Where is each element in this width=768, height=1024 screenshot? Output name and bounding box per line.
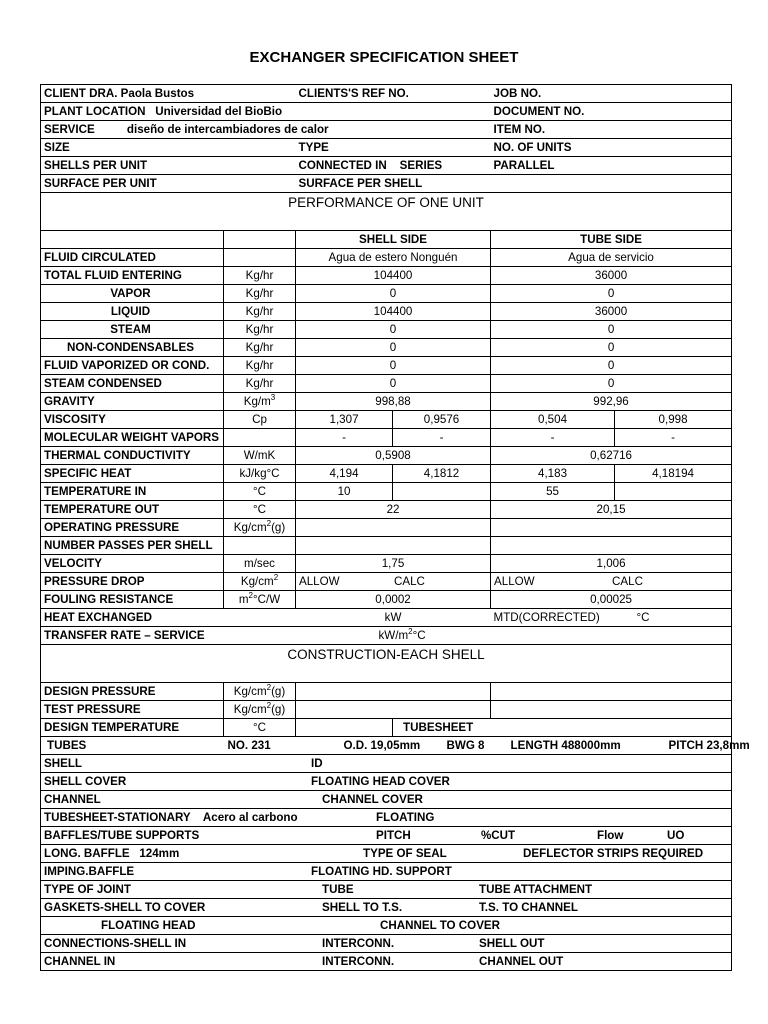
design-temperature-row — [41, 719, 732, 737]
viscosity-row — [41, 411, 732, 429]
row-label: FOULING RESISTANCE — [41, 591, 224, 609]
construction-row — [41, 899, 732, 917]
unit-cell: Kg/hr — [224, 339, 296, 357]
construction-cell — [41, 935, 732, 953]
construction-cell — [41, 809, 732, 827]
field-b: TYPE OF SEAL — [363, 847, 447, 860]
tube-out-value: 0,998 — [615, 411, 732, 429]
row-label: VELOCITY — [41, 555, 224, 573]
thermal-conductivity-row — [41, 447, 732, 465]
tube-value: Agua de servicio — [491, 249, 732, 267]
parallel-cell: PARALLEL — [491, 157, 732, 175]
row-label: TUBES — [41, 737, 224, 755]
row-label: NUMBER PASSES PER SHELL — [41, 537, 224, 555]
header-row — [41, 85, 732, 103]
field-b: SHELL TO T.S. — [322, 901, 403, 914]
molecular-weight-row — [41, 429, 732, 447]
shell-value: 104400 — [296, 267, 491, 285]
unit-cell: Kg/hr — [224, 267, 296, 285]
row-label: DESIGN PRESSURE — [41, 683, 224, 701]
construction-section-title: CONSTRUCTION-EACH SHELL — [41, 645, 732, 683]
row-label: GRAVITY — [41, 393, 224, 411]
construction-row — [41, 953, 732, 971]
construction-cell — [41, 827, 732, 845]
field-a: TUBESHEET-STATIONARY Acero al carbono — [44, 811, 298, 824]
construction-row — [41, 773, 732, 791]
shell-value: 0 — [296, 357, 491, 375]
field-c: SHELL OUT — [479, 937, 545, 950]
row-label: SPECIFIC HEAT — [41, 465, 224, 483]
tube-allow-calc: ALLOW CALC — [491, 573, 732, 591]
design-pressure-row — [41, 683, 732, 701]
unit-cell: $Kg/cm^2(g)$ — [224, 519, 296, 537]
unit-cell: kJ/kg°C — [224, 465, 296, 483]
unit-cell: $Kg/cm^2(g)$ — [224, 683, 296, 701]
surface-per-unit-cell: SURFACE PER UNIT — [41, 175, 296, 193]
construction-cell — [41, 845, 732, 863]
construction-cell — [41, 863, 732, 881]
spec-sheet-table — [40, 84, 750, 971]
shell-out-value: 0,9576 — [393, 411, 491, 429]
size-cell: SIZE — [41, 139, 296, 157]
field-b: INTERCONN. — [322, 937, 395, 950]
shell-value: 0,0002 — [296, 591, 491, 609]
tube-value: 0,62716 — [491, 447, 732, 465]
header-row — [41, 175, 732, 193]
section-row — [41, 645, 732, 683]
field-a: CHANNEL — [44, 793, 101, 806]
construction-row — [41, 935, 732, 953]
row-label: FLUID CIRCULATED — [41, 249, 224, 267]
field-b: PITCH — [376, 829, 411, 842]
field-a: CONNECTIONS-SHELL IN — [44, 937, 187, 950]
construction-row — [41, 791, 732, 809]
construction-row — [41, 809, 732, 827]
tube-in-value: 0,504 — [491, 411, 615, 429]
tube-value: 992,96 — [491, 393, 732, 411]
shell-in-value: 1,307 — [296, 411, 393, 429]
shell-value: 998,88 — [296, 393, 491, 411]
performance-row — [41, 267, 732, 285]
tube-value: 0 — [491, 339, 732, 357]
shell-side-header: SHELL SIDE — [296, 231, 491, 249]
unit-cell: °C — [224, 501, 296, 519]
unit-cell: kW — [296, 609, 491, 627]
row-label: TEMPERATURE OUT — [41, 501, 224, 519]
row-label: LIQUID — [41, 303, 224, 321]
field-b: CHANNEL COVER — [322, 793, 423, 806]
document-no-cell: DOCUMENT NO. — [491, 103, 732, 121]
shell-value: 10 — [296, 483, 393, 501]
tube-side-header: TUBE SIDE — [491, 231, 732, 249]
transfer-rate-row — [41, 627, 732, 645]
unit-cell: $Kg/cm^2(g)$ — [224, 701, 296, 719]
gravity-row — [41, 393, 732, 411]
service-cell: SERVICE diseño de intercambiadores de calor — [41, 121, 491, 139]
field-b: CHANNEL TO COVER — [380, 919, 501, 932]
construction-row — [41, 827, 732, 845]
row-label: PRESSURE DROP — [41, 573, 224, 591]
tube-value: 0 — [491, 285, 732, 303]
heat-exchanged-row — [41, 609, 732, 627]
operating-pressure-row — [41, 519, 732, 537]
construction-cell — [41, 953, 732, 971]
mtd-cell: MTD(CORRECTED) °C — [491, 609, 732, 627]
unit-cell: °C — [224, 719, 296, 737]
unit-cell: Kg/hr — [224, 285, 296, 303]
unit-cell: $Kg/cm^2$ — [224, 573, 296, 591]
field-a: IMPING.BAFFLE — [44, 865, 135, 878]
header-row — [41, 121, 732, 139]
construction-cell — [41, 899, 732, 917]
shells-per-unit-cell: SHELLS PER UNIT — [41, 157, 296, 175]
job-no-cell: JOB NO. — [491, 85, 732, 103]
row-label: TRANSFER RATE – SERVICE — [41, 627, 296, 645]
row-label: NON-CONDENSABLES — [41, 339, 224, 357]
tube-value: 36000 — [491, 267, 732, 285]
construction-cell — [41, 881, 732, 899]
construction-cell — [41, 917, 732, 935]
tube-value: 0 — [491, 321, 732, 339]
construction-row — [41, 845, 732, 863]
shell-value: 1,75 — [296, 555, 491, 573]
fouling-resistance-row — [41, 591, 732, 609]
field-c: TUBE ATTACHMENT — [479, 883, 593, 896]
surface-per-shell-cell: SURFACE PER SHELL — [296, 175, 732, 193]
connected-in-cell: CONNECTED IN SERIES — [296, 157, 491, 175]
field-a: LONG. BAFFLE 124mm — [44, 847, 180, 860]
row-label: HEAT EXCHANGED — [41, 609, 296, 627]
header-row — [41, 103, 732, 121]
item-no-cell: ITEM NO. — [491, 121, 732, 139]
tube-value: 55 — [491, 483, 615, 501]
test-pressure-row — [41, 701, 732, 719]
temperature-in-row — [41, 483, 732, 501]
field-c: T.S. TO CHANNEL — [479, 901, 578, 914]
side-header-row — [41, 231, 732, 249]
unit-cell: °C — [224, 483, 296, 501]
field-c: CHANNEL OUT — [479, 955, 564, 968]
row-label: STEAM — [41, 321, 224, 339]
tube-in-value: - — [491, 429, 615, 447]
field-b: FLOATING — [376, 811, 435, 824]
row-label: VAPOR — [41, 285, 224, 303]
field-e: UO — [667, 829, 685, 842]
section-row — [41, 193, 732, 231]
unit-cell: $m^2^\circ C/W$ — [224, 591, 296, 609]
construction-cell — [41, 791, 732, 809]
plant-location-cell: PLANT LOCATION Universidad del BioBio — [41, 103, 491, 121]
shell-in-value: 4,194 — [296, 465, 393, 483]
row-label: DESIGN TEMPERATURE — [41, 719, 224, 737]
field-a: SHELL COVER — [44, 775, 127, 788]
construction-row — [41, 755, 732, 773]
construction-row — [41, 881, 732, 899]
performance-row — [41, 285, 732, 303]
unit-cell: m/sec — [224, 555, 296, 573]
tube-in-value: 4,183 — [491, 465, 615, 483]
shell-out-value: 4,1812 — [393, 465, 491, 483]
pressure-drop-row — [41, 573, 732, 591]
type-cell: TYPE — [296, 139, 491, 157]
construction-cell — [41, 755, 732, 773]
field-a: SHELL — [44, 757, 83, 770]
row-label: MOLECULAR WEIGHT VAPORS — [41, 429, 224, 447]
tube-value: 20,15 — [491, 501, 732, 519]
shell-value: 0 — [296, 339, 491, 357]
header-row — [41, 139, 732, 157]
field-b: ID — [311, 757, 323, 770]
performance-row — [41, 321, 732, 339]
unit-cell: $kW/m^2^\circ C$ — [296, 627, 732, 645]
client-cell: CLIENT DRA. Paola Bustos — [41, 85, 393, 103]
field-b: FLOATING HD. SUPPORT — [311, 865, 452, 878]
performance-row — [41, 357, 732, 375]
client-ref-cell: CLIENTS'S REF NO. — [299, 85, 397, 103]
field-d: Flow — [597, 829, 624, 842]
unit-cell: Kg/hr — [224, 357, 296, 375]
field-c: %CUT — [481, 829, 516, 842]
performance-section-title: PERFORMANCE OF ONE UNIT — [41, 193, 732, 231]
field-b: INTERCONN. — [322, 955, 395, 968]
shell-value: 0 — [296, 285, 491, 303]
tube-out-value: 4,18194 — [615, 465, 732, 483]
shell-value: Agua de estero Nonguén — [296, 249, 491, 267]
no-of-units-cell: NO. OF UNITS — [491, 139, 732, 157]
unit-cell: Kg/hr — [224, 321, 296, 339]
tubes-row — [41, 737, 732, 755]
tube-value: 0 — [491, 357, 732, 375]
construction-row — [41, 863, 732, 881]
row-label: FLUID VAPORIZED OR COND. — [41, 357, 224, 375]
unit-cell: Cp — [224, 411, 296, 429]
field-a: CHANNEL IN — [44, 955, 116, 968]
shell-value: 0,5908 — [296, 447, 491, 465]
velocity-row — [41, 555, 732, 573]
shell-value: 22 — [296, 501, 491, 519]
unit-cell: Kg/hr — [224, 303, 296, 321]
header-row — [41, 157, 732, 175]
tube-out-value: - — [615, 429, 732, 447]
unit-cell — [224, 429, 296, 447]
number-passes-row — [41, 537, 732, 555]
tube-value: 36000 — [491, 303, 732, 321]
construction-cell — [41, 773, 732, 791]
unit-cell: Kg/hr — [224, 375, 296, 393]
field-a: FLOATING HEAD — [101, 919, 196, 932]
shell-value: 104400 — [296, 303, 491, 321]
shell-out-value: - — [393, 429, 491, 447]
tube-value: 0,00025 — [491, 591, 732, 609]
row-label: TEST PRESSURE — [41, 701, 224, 719]
shell-value: 0 — [296, 375, 491, 393]
performance-row — [41, 339, 732, 357]
row-label: TOTAL FLUID ENTERING — [41, 267, 224, 285]
field-a: GASKETS-SHELL TO COVER — [44, 901, 206, 914]
tubesheet-cell: TUBESHEET — [393, 719, 732, 737]
field-a: BAFFLES/TUBE SUPPORTS — [44, 829, 200, 842]
performance-row — [41, 375, 732, 393]
tube-value: 1,006 — [491, 555, 732, 573]
document-title: EXCHANGER SPECIFICATION SHEET — [249, 49, 519, 66]
construction-row — [41, 917, 732, 935]
unit-cell: W/mK — [224, 447, 296, 465]
field-b: TUBE — [322, 883, 354, 896]
shell-allow-calc: ALLOW CALC — [296, 573, 491, 591]
tubes-spec: NO. 231 O.D. 19,05mm BWG 8 LENGTH 488000mm PITCH 23,8mm — [224, 737, 732, 755]
shell-value: 0 — [296, 321, 491, 339]
temperature-out-row — [41, 501, 732, 519]
field-a: TYPE OF JOINT — [44, 883, 131, 896]
unit-cell: $Kg/m^3$ — [224, 393, 296, 411]
performance-row — [41, 303, 732, 321]
shell-in-value: - — [296, 429, 393, 447]
row-label: OPERATING PRESSURE — [41, 519, 224, 537]
row-label: VISCOSITY — [41, 411, 224, 429]
row-label: TEMPERATURE IN — [41, 483, 224, 501]
row-label: THERMAL CONDUCTIVITY — [41, 447, 224, 465]
field-b: FLOATING HEAD COVER — [311, 775, 450, 788]
tube-value: 0 — [491, 375, 732, 393]
fluid-circulated-row — [41, 249, 732, 267]
field-c: DEFLECTOR STRIPS REQUIRED — [523, 847, 704, 860]
specific-heat-row — [41, 465, 732, 483]
row-label: STEAM CONDENSED — [41, 375, 224, 393]
